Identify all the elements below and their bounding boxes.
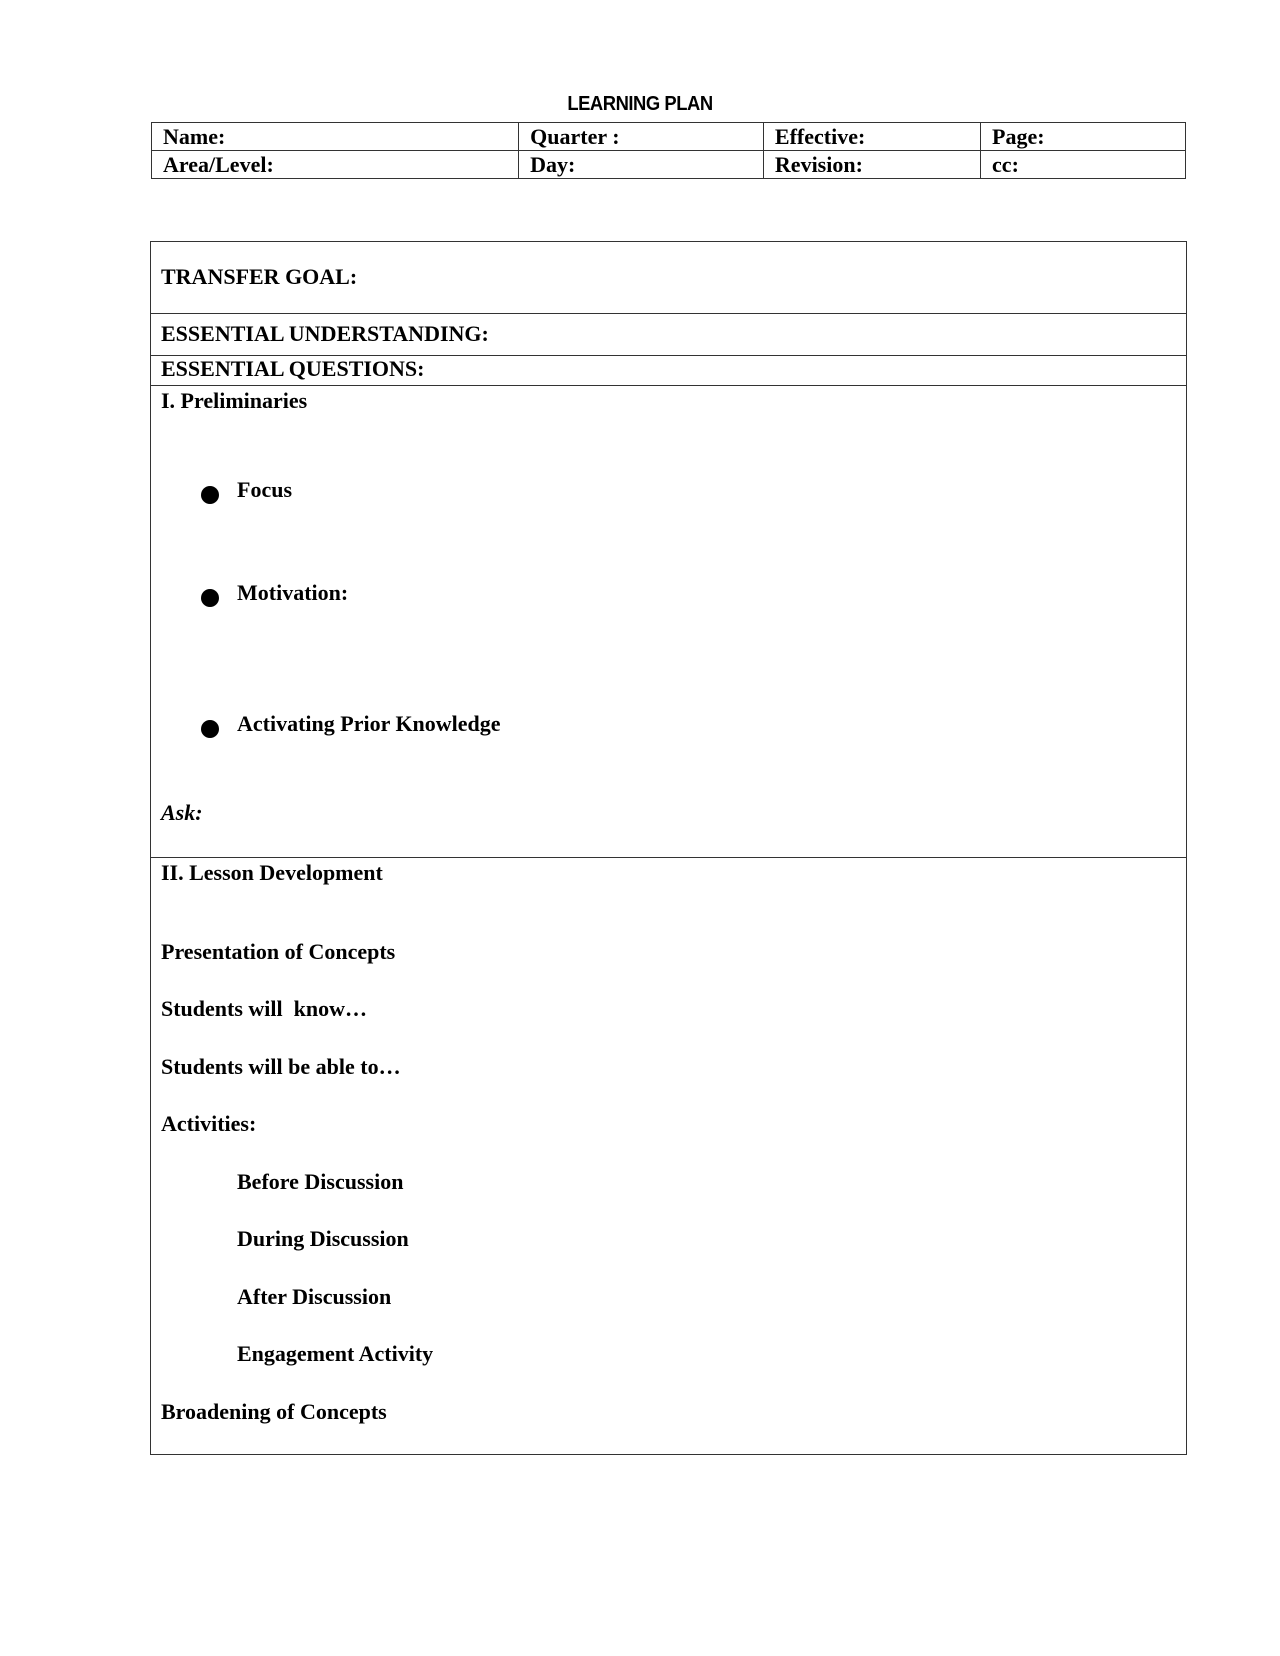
lesson-development-heading: II. Lesson Development [161,860,383,885]
students-will-be-able-label: Students will be able to… [161,1054,401,1079]
during-discussion-label: During Discussion [237,1226,409,1251]
bullet-icon [201,589,219,607]
transfer-goal-section[interactable] [151,242,1186,314]
essential-understanding-label: ESSENTIAL UNDERSTANDING: [161,321,489,346]
lesson-plan-body [150,241,1187,1455]
lesson-development-section[interactable] [151,858,1186,1454]
motivation-label: Motivation: [237,580,349,605]
page-field[interactable]: Page: [981,123,1186,151]
activities-heading: Activities: [161,1111,257,1136]
bullet-icon [201,720,219,738]
essential-questions-label: ESSENTIAL QUESTIONS: [161,356,425,381]
essential-understanding-section[interactable] [151,314,1186,356]
revision-field[interactable]: Revision: [763,151,980,179]
effective-field[interactable]: Effective: [763,123,980,151]
after-discussion-label: After Discussion [237,1284,392,1309]
broadening-of-concepts-label: Broadening of Concepts [161,1399,387,1424]
header-row-1 [152,123,1186,151]
presentation-of-concepts-label: Presentation of Concepts [161,939,396,964]
essential-questions-section[interactable] [151,356,1186,386]
name-field[interactable]: Name: [152,123,519,151]
preliminaries-heading: I. Preliminaries [161,388,308,413]
header-info-table [151,122,1186,179]
activating-prior-knowledge-label: Activating Prior Knowledge [237,711,501,736]
document-title: LEARNING PLAN [567,93,713,115]
transfer-goal-label: TRANSFER GOAL: [161,264,358,289]
bullet-icon [201,486,219,504]
ask-label: Ask: [161,800,203,825]
preliminaries-section[interactable] [151,386,1186,858]
engagement-activity-label: Engagement Activity [237,1341,434,1366]
area-level-field[interactable]: Area/Level: [152,151,519,179]
cc-field[interactable]: cc: [981,151,1186,179]
header-row-2 [152,151,1186,179]
day-field[interactable]: Day: [519,151,764,179]
students-will-know-label: Students will know… [161,996,368,1021]
quarter-field[interactable]: Quarter : [519,123,764,151]
focus-label: Focus [237,477,292,502]
before-discussion-label: Before Discussion [237,1169,404,1194]
